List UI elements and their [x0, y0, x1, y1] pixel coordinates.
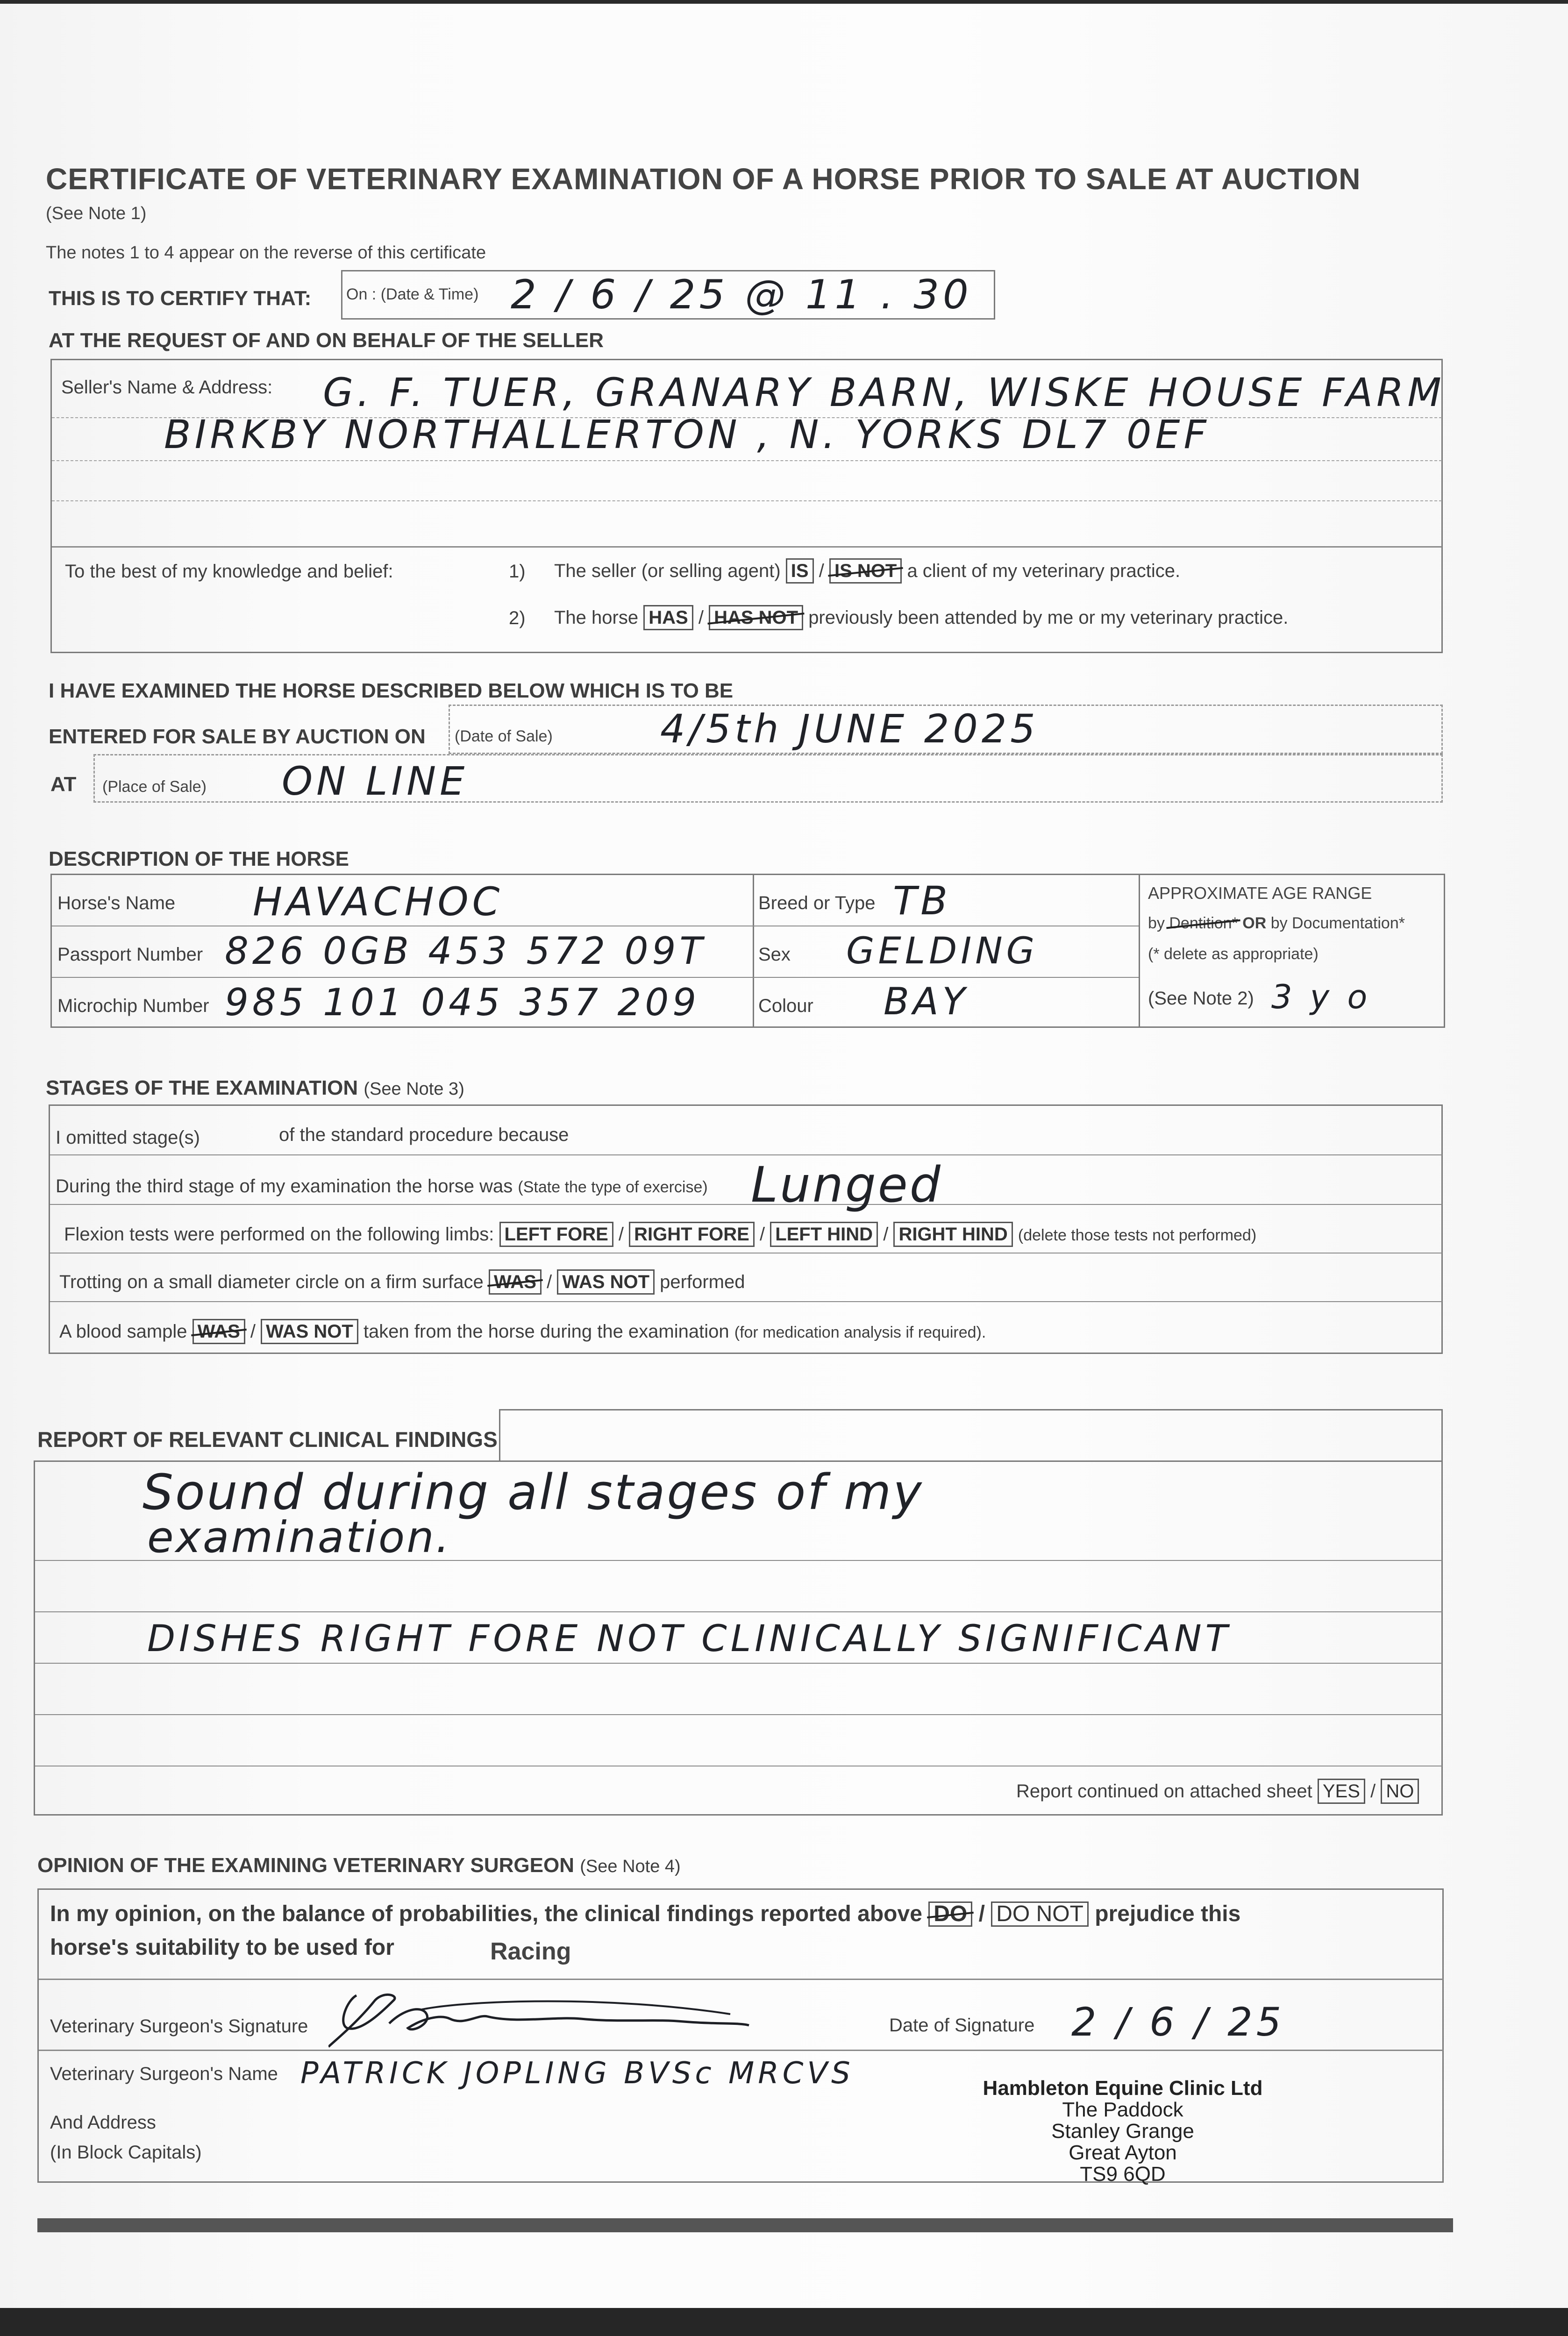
report-line-2: examination. — [147, 1512, 451, 1562]
colour-value: BAY — [884, 980, 969, 1023]
date-time-box — [341, 270, 995, 320]
description-col-divider-2 — [1139, 875, 1140, 1027]
knowledge-num-1: 1) — [509, 561, 526, 582]
age-delete-note: (* delete as appropriate) — [1148, 945, 1319, 963]
report-heading: REPORT OF RELEVANT CLINICAL FINDINGS — [37, 1427, 498, 1452]
stamp-line-3: Stanley Grange — [1051, 2120, 1194, 2143]
description-heading: DESCRIPTION OF THE HORSE — [49, 848, 349, 870]
knowledge-label: To the best of my knowledge and belief: — [65, 561, 393, 582]
certificate-title: CERTIFICATE OF VETERINARY EXAMINATION OF A HORSE PRIOR TO SALE AT AUCTION — [46, 162, 1361, 196]
place-of-sale-value: ON LINE — [282, 758, 469, 804]
trot-was-not: WAS NOT — [557, 1269, 655, 1295]
vet-name-label: Veterinary Surgeon's Name — [50, 2064, 278, 2084]
clinic-address-stamp — [983, 2078, 1263, 2185]
stamp-line-1: Hambleton Equine Clinic Ltd — [983, 2077, 1263, 2100]
date-of-sale-value: 4/5th JUNE 2025 — [660, 706, 1039, 752]
is-not-option-struck: IS NOT — [829, 558, 902, 584]
flex-right-fore: RIGHT FORE — [629, 1222, 755, 1247]
seller-box — [50, 359, 1443, 653]
examination-date-time-value: 2 / 6 / 25 @ 11 . 30 — [511, 271, 972, 318]
stages-row-4 — [50, 1301, 1442, 1302]
blood-was-not: WAS NOT — [261, 1319, 358, 1344]
stages-table — [49, 1104, 1443, 1354]
age-see-note: (See Note 2) — [1148, 988, 1254, 1009]
on-date-time-label: On : (Date & Time) — [346, 285, 479, 303]
sex-label: Sex — [758, 944, 791, 965]
date-of-sale-box — [449, 705, 1443, 754]
stamp-line-2: The Paddock — [1062, 2098, 1183, 2121]
seller-rule-2 — [52, 460, 1442, 461]
certificate-sheet — [0, 4, 1568, 2322]
continued-yes: YES — [1318, 1779, 1365, 1804]
age-range-title: APPROXIMATE AGE RANGE — [1148, 883, 1372, 903]
title-see-note: (See Note 1) — [46, 204, 147, 223]
report-rule-2 — [35, 1611, 1442, 1612]
microchip-value: 985 101 045 357 209 — [225, 981, 700, 1024]
omitted-label: I omitted stage(s) — [56, 1127, 200, 1148]
signature-label: Veterinary Surgeon's Signature — [50, 2016, 308, 2037]
seller-divider — [52, 546, 1442, 548]
passport-label: Passport Number — [57, 944, 203, 965]
stages-row-1 — [50, 1154, 1442, 1155]
certify-label: THIS IS TO CERTIFY THAT: — [49, 287, 312, 310]
age-value: 3 y o — [1271, 978, 1371, 1016]
opinion-do-not: DO NOT — [991, 1902, 1089, 1927]
description-col-divider-1 — [753, 875, 754, 1027]
notes-text: The notes 1 to 4 appear on the reverse of this certificate — [46, 243, 486, 263]
stamp-line-5: TS9 6QD — [1080, 2163, 1166, 2186]
seller-client-statement: The seller (or selling agent) IS / IS NOT a client of my veterinary practice. — [554, 558, 1180, 584]
knowledge-num-2: 2) — [509, 608, 526, 628]
breed-label: Breed or Type — [758, 893, 876, 913]
place-of-sale-box — [93, 754, 1443, 803]
opinion-rule-1 — [39, 1979, 1443, 1980]
date-of-signature-value: 2 / 6 / 25 — [1071, 1999, 1285, 2045]
age-range-options: by Dentition* OR by Documentation* — [1148, 914, 1405, 932]
scan-dark-edge — [0, 2308, 1568, 2336]
opinion-line-2: horse's suitability to be used for — [50, 1935, 394, 1960]
horse-name-label: Horse's Name — [57, 893, 176, 913]
report-box — [34, 1460, 1443, 1816]
blood-was-struck: WAS — [192, 1319, 245, 1344]
opinion-line-1: In my opinion, on the balance of probabilities, the clinical findings reported above DO / DO NOT prejudice this — [50, 1902, 1241, 1926]
report-heading-box — [499, 1409, 1443, 1461]
report-rule-3 — [35, 1663, 1442, 1664]
trotting-statement: Trotting on a small diameter circle on a firm surface WAS / WAS NOT performed — [59, 1269, 745, 1295]
seller-rule-3 — [52, 500, 1442, 501]
stamp-line-4: Great Ayton — [1069, 2141, 1177, 2164]
microchip-label: Microchip Number — [57, 996, 209, 1016]
third-stage-value: Lunged — [751, 1156, 942, 1213]
flexion-statement: Flexion tests were performed on the following limbs: LEFT FORE / RIGHT FORE / LEFT HIND / RIGHT HIND (delete those tests not performed) — [64, 1222, 1256, 1247]
has-option: HAS — [643, 605, 693, 630]
opinion-do-struck: DO — [928, 1902, 972, 1927]
continued-no: NO — [1381, 1779, 1419, 1804]
address-label: And Address — [50, 2112, 156, 2133]
sex-value: GELDING — [846, 930, 1039, 972]
horse-name-value: HAVACHOC — [253, 879, 504, 925]
age-dentition-struck: Dentition* — [1169, 914, 1238, 932]
trot-was-struck: WAS — [489, 1269, 542, 1295]
opinion-use-value: Racing — [490, 1938, 571, 1965]
place-of-sale-label: (Place of Sale) — [102, 778, 207, 796]
vet-name-value: PATRICK JOPLING BVSc MRCVS — [300, 2056, 854, 2091]
block-capitals-label: (In Block Capitals) — [50, 2142, 202, 2163]
date-of-sale-label: (Date of Sale) — [455, 727, 553, 745]
omitted-post: of the standard procedure because — [279, 1125, 569, 1145]
seller-address-line1: G. F. TUER, GRANARY BARN, WISKE HOUSE FARM — [323, 370, 1445, 415]
entered-heading: ENTERED FOR SALE BY AUCTION ON — [49, 725, 426, 748]
flex-left-fore: LEFT FORE — [499, 1222, 613, 1247]
stages-row-2 — [50, 1204, 1442, 1205]
request-heading: AT THE REQUEST OF AND ON BEHALF OF THE SELLER — [49, 329, 604, 352]
colour-label: Colour — [758, 996, 813, 1016]
blood-sample-statement: A blood sample WAS / WAS NOT taken from the horse during the examination (for medication analysis if required). — [59, 1319, 986, 1344]
is-option: IS — [786, 558, 814, 584]
passport-value: 826 0GB 453 572 09T — [225, 929, 706, 973]
date-of-signature-label: Date of Signature — [889, 2015, 1035, 2036]
description-table — [50, 874, 1445, 1028]
opinion-box — [37, 1888, 1444, 2186]
description-row-2 — [52, 977, 1139, 978]
opinion-heading: OPINION OF THE EXAMINING VETERINARY SURGEON (See Note 4) — [37, 1854, 681, 1877]
has-not-option-struck: HAS NOT — [709, 605, 803, 630]
veterinary-signature — [328, 1981, 786, 2051]
third-stage-label: During the third stage of my examination the horse was (State the type of exercise) — [56, 1176, 708, 1196]
bottom-footer-bar — [37, 2218, 1453, 2232]
report-line-3: DISHES RIGHT FORE NOT CLINICALLY SIGNIFICANT — [147, 1618, 1232, 1660]
seller-address-line2: BIRKBY NORTHALLERTON , N. YORKS DL7 0EF — [164, 412, 1210, 457]
breed-value: TB — [893, 878, 951, 924]
at-label: AT — [50, 773, 77, 796]
report-rule-4 — [35, 1714, 1442, 1715]
report-continued: Report continued on attached sheet YES / NO — [1016, 1779, 1419, 1804]
seller-label: Seller's Name & Address: — [61, 377, 273, 398]
flex-right-hind: RIGHT HIND — [893, 1222, 1012, 1247]
report-line-1: Sound during all stages of my — [143, 1464, 924, 1521]
stages-heading: STAGES OF THE EXAMINATION (See Note 3) — [46, 1076, 464, 1099]
flex-left-hind: LEFT HIND — [770, 1222, 878, 1247]
examined-heading: I HAVE EXAMINED THE HORSE DESCRIBED BELOW WHICH IS TO BE — [49, 679, 734, 702]
horse-attended-statement: The horse HAS / HAS NOT previously been attended by me or my veterinary practice. — [554, 605, 1288, 630]
